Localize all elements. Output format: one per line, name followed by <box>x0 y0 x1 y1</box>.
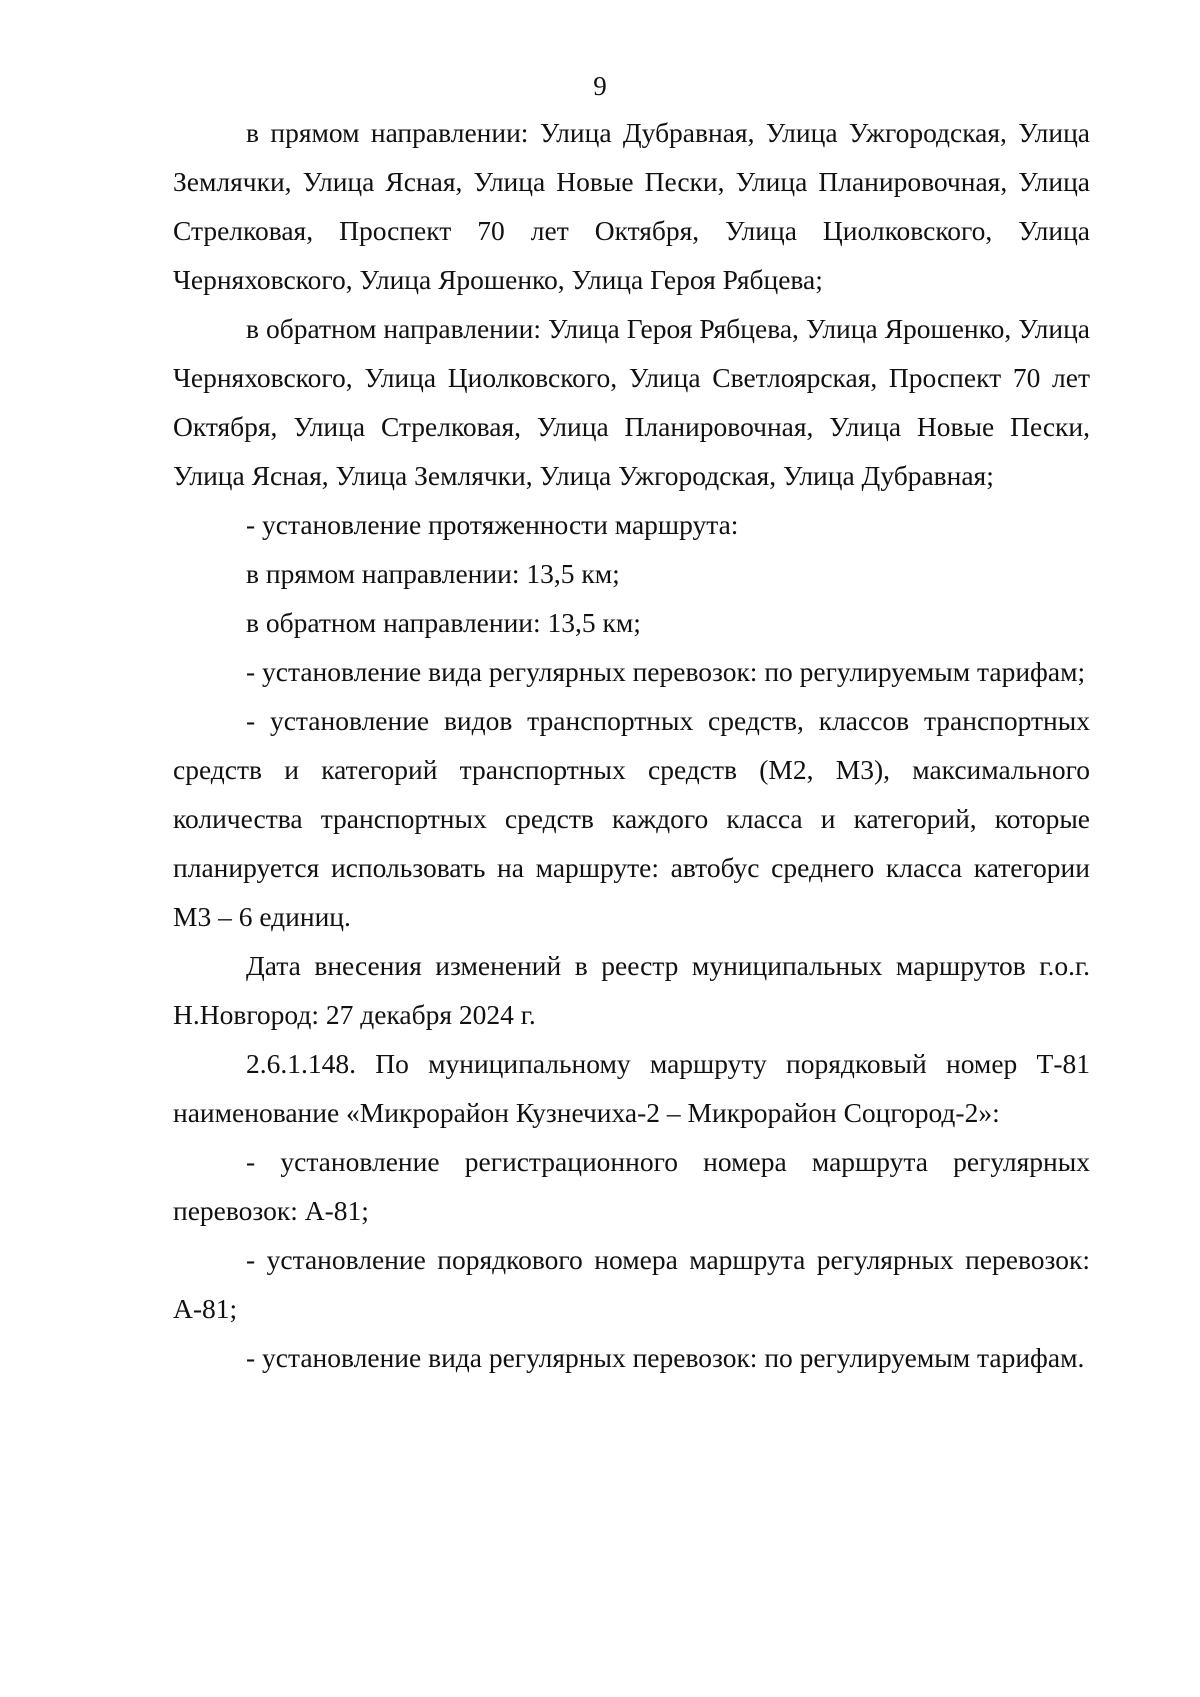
reverse-direction-length: в обратном направлении: 13,5 км; <box>246 607 641 638</box>
page-number: 9 <box>593 71 607 101</box>
route-length-heading: - установление протяженности маршрута: <box>246 509 739 540</box>
vehicle-types-paragraph: - установление видов транспортных средств, классов транспортных средств и категорий транспортных средств (М2, М3), максимального количества транспортных средств каждого класса и категорий, которые планируется использовать на маршруте: автобус среднего класса категории М3 – 6 единиц. <box>173 705 1090 932</box>
route-item-2-6-1-148: 2.6.1.148. По муниципальному маршруту порядковый номер Т-81 наименование «Микрорайон Кузнечиха-2 – Микрорайон Соцгород-2»: <box>173 1048 1090 1128</box>
sequence-number-paragraph: - установление порядкового номера маршрута регулярных перевозок: А-81; <box>173 1244 1090 1324</box>
transport-type-tariffs: - установление вида регулярных перевозок: по регулируемым тарифам; <box>246 656 1086 687</box>
forward-direction-streets: в прямом направлении: Улица Дубравная, Улица Ужгородская, Улица Землячки, Улица Ясная, Улица Новые Пески, Улица Планировочная, Улица Стрелковая, Проспект 70 лет Октября, Улица Циолковского, Улица Черняховского, Улица Ярошенко, Улица Героя Рябцева; <box>173 117 1090 295</box>
registry-change-date: Дата внесения изменений в реестр муниципальных маршрутов г.о.г. Н.Новгород: 27 декабря 2024 г. <box>173 950 1090 1030</box>
document-body <box>173 108 1090 1382</box>
transport-type-tariffs-2: - установление вида регулярных перевозок: по регулируемым тарифам. <box>246 1342 1085 1373</box>
forward-direction-length: в прямом направлении: 13,5 км; <box>246 558 620 589</box>
registration-number-paragraph: - установление регистрационного номера маршрута регулярных перевозок: А-81; <box>173 1146 1090 1226</box>
reverse-direction-streets: в обратном направлении: Улица Героя Рябцева, Улица Ярошенко, Улица Черняховского, Улица Циолковского, Улица Светлоярская, Проспект 70 лет Октября, Улица Стрелковая, Улица Планировочная, Улица Новые Пески, Улица Ясная, Улица Землячки, Улица Ужгородская, Улица Дубравная; <box>173 313 1090 491</box>
